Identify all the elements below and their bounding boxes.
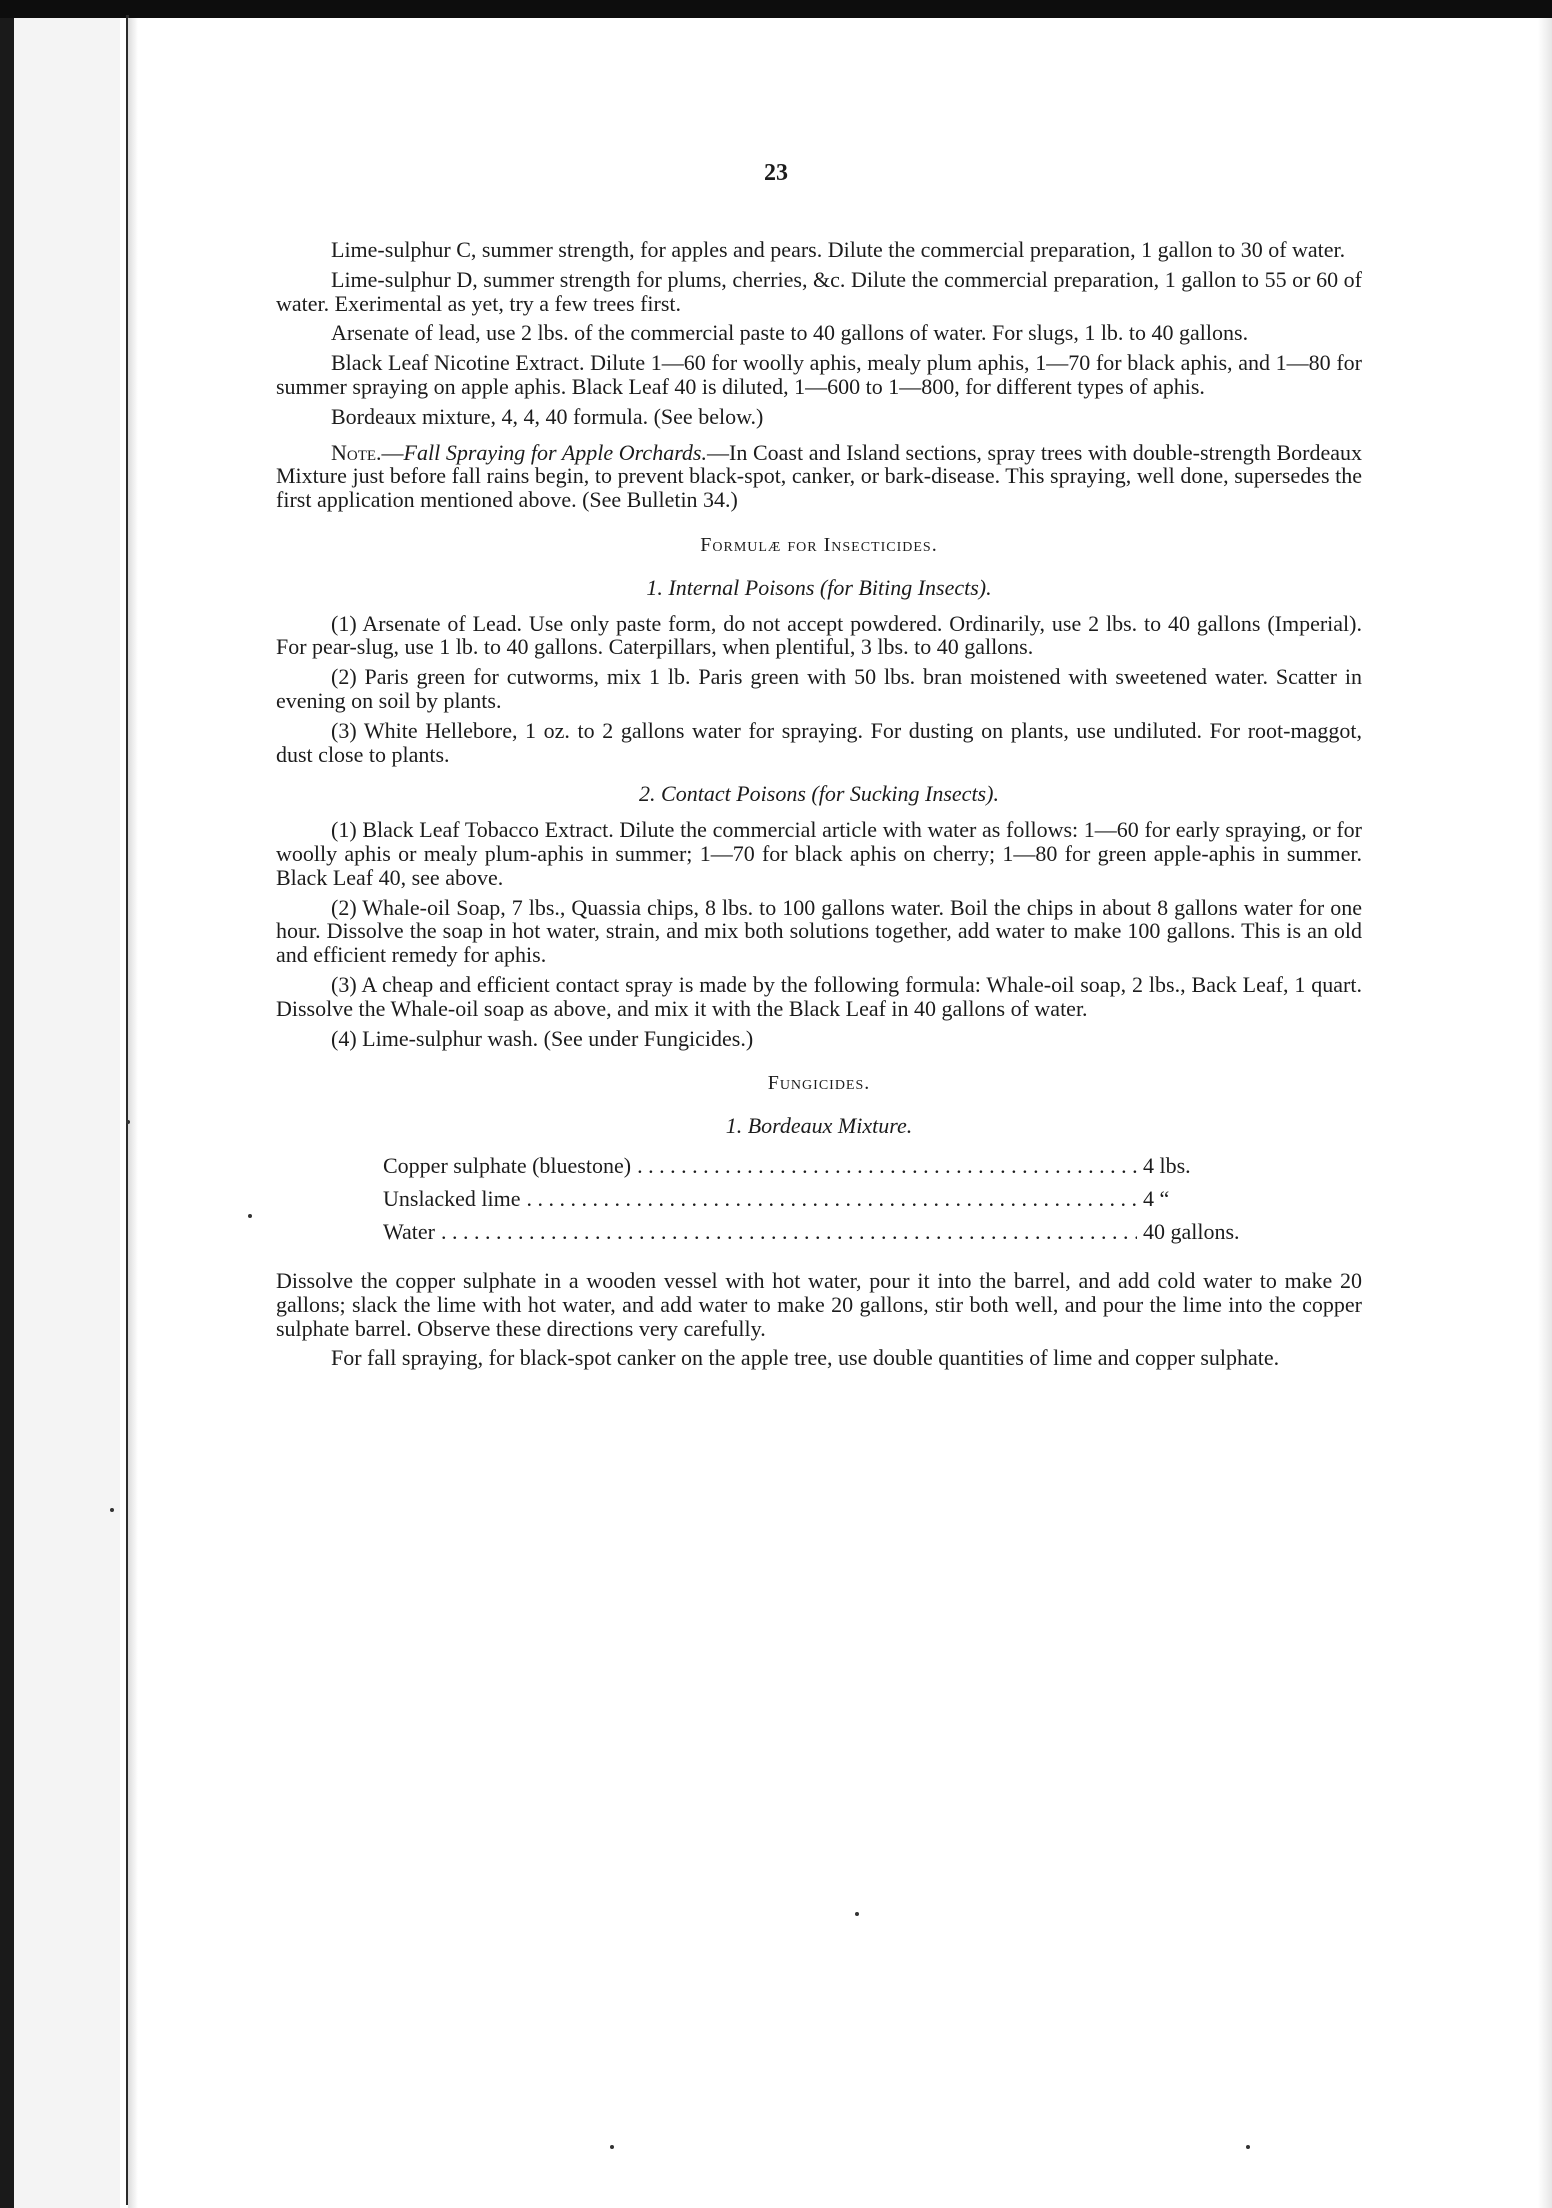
- paragraph-lime-sulphur-c: Lime-sulphur C, summer strength, for apples and pears. Dilute the commercial preparation, 1 gallon to 30 of water.: [331, 237, 1346, 262]
- scan-speck: [110, 1508, 114, 1512]
- page-number: 23: [764, 160, 788, 186]
- scan-speck: [126, 1120, 130, 1124]
- paragraph-internal-3: (3) White Hellebore, 1 oz. to 2 gallons water for spraying. For dusting on plants, use undiluted. For root-maggot, dust close to plants.: [276, 717, 1362, 767]
- paragraph-bordeaux-directions: Dissolve the copper sulphate in a wooden vessel with hot water, pour it into the barrel, and add cold water to make 20 gallons; slack the lime with hot water, and add water to make 20 gallons, stir both well, and pour the lime into the copper sulphate barrel. Observe these directions very carefully.: [276, 1267, 1362, 1341]
- leader-dots: [526, 1187, 1137, 1211]
- leader-dots: [441, 1220, 1137, 1244]
- scan-left-margin: [0, 0, 120, 2208]
- formula-item: Copper sulphate (bluestone): [383, 1152, 632, 1178]
- scan-top-edge: [0, 0, 1552, 18]
- formula-item: Unslacked lime: [383, 1185, 521, 1211]
- paragraph-bordeaux: Bordeaux mixture, 4, 4, 40 formula. (See below.): [331, 403, 764, 429]
- note-title: Fall Spraying for Apple Orchards.: [403, 439, 707, 465]
- paragraph-internal-1: (1) Arsenate of Lead. Use only paste form, do not accept powdered. Ordinarily, use 2 lbs. to 40 gallons (Imperial). For pear-slug, use 1 lb. to 40 gallons. Caterpillars, when plentiful, 3 lbs. to 40 gallons.: [276, 610, 1362, 660]
- fungicides-heading: Fungicides.: [767, 1072, 871, 1095]
- page-content: [276, 238, 1362, 1376]
- scan-left-edge: [0, 0, 14, 2208]
- internal-poisons-heading: 1. Internal Poisons (for Biting Insects).: [646, 574, 992, 600]
- insecticides-heading: Formulæ for Insecticides.: [700, 533, 938, 556]
- scan-speck: [248, 1214, 252, 1218]
- paragraph-internal-2: (2) Paris green for cutworms, mix 1 lb. Paris green with 50 lbs. bran moistened with sweetened water. Scatter in evening on soil by plants.: [276, 664, 1362, 713]
- bordeaux-formula-table: [383, 1154, 1283, 1253]
- formula-qty: 4 lbs.: [1143, 1152, 1191, 1178]
- formula-item: Water: [383, 1218, 435, 1244]
- page-shadow: [128, 18, 138, 2208]
- paragraph-lime-sulphur-d: Lime-sulphur D, summer strength for plums, cherries, &c. Dilute the commercial preparation, 1 gallon to 55 or 60 of water. Exerimental as yet, try a few trees first.: [276, 266, 1362, 316]
- paragraph-fall-spraying: For fall spraying, for black-spot canker on the apple tree, use double quantities of lime and copper sulphate.: [331, 1345, 1280, 1371]
- formula-row: [383, 1220, 1283, 1253]
- leader-dots: [637, 1154, 1137, 1178]
- paragraph-contact-1: (1) Black Leaf Tobacco Extract. Dilute the commercial article with water as follows: 1—60 for early spraying, or for woolly aphis or mealy plum-aphis in summer; 1—70 for black aphis on cherry; 1—80 for green apple-aphis in summer. Black Leaf 40, see above.: [276, 817, 1362, 890]
- paragraph-arsenate-lead: Arsenate of lead, use 2 lbs. of the commercial paste to 40 gallons of water. For slugs, 1 lb. to 40 gallons.: [331, 320, 1249, 346]
- scan-speck: [855, 1912, 859, 1916]
- bordeaux-heading: 1. Bordeaux Mixture.: [725, 1113, 913, 1139]
- scan-speck: [610, 2145, 614, 2149]
- note-text: In Coast and Island sections, spray trees with double-strength Bordeaux Mixture just before fall rains begin, to prevent black-spot, canker, or bark-disease. This spraying, well done, supersedes the first application mentioned above. (See Bulletin 34.): [276, 439, 1362, 513]
- formula-qty: 40 gallons.: [1143, 1218, 1240, 1244]
- scan-speck: [1246, 2145, 1250, 2149]
- paragraph-black-leaf: Black Leaf Nicotine Extract. Dilute 1—60 for woolly aphis, mealy plum aphis, 1—70 for black aphis, and 1—80 for summer spraying on apple aphis. Black Leaf 40 is diluted, 1—600 to 1—800, for different types of aphis.: [276, 350, 1362, 399]
- paragraph-contact-4: (4) Lime-sulphur wash. (See under Fungicides.): [331, 1025, 754, 1051]
- formula-row: [383, 1187, 1283, 1220]
- paragraph-contact-3: (3) A cheap and efficient contact spray is made by the following formula: Whale-oil soap, 2 lbs., Back Leaf, 1 quart. Dissolve the Whale-oil soap as above, and mix it with the Black Leaf in 40 gallons of water.: [276, 971, 1362, 1021]
- contact-poisons-heading: 2. Contact Poisons (for Sucking Insects).: [639, 781, 999, 807]
- paragraph-contact-2: (2) Whale-oil Soap, 7 lbs., Quassia chips, 8 lbs. to 100 gallons water. Boil the chips in about 8 gallons water for one hour. Dissolve the soap in hot water, strain, and mix both solutions together, add water to make 100 gallons. This is an old and efficient remedy for aphis.: [276, 894, 1362, 968]
- formula-qty: 4 “: [1143, 1185, 1170, 1211]
- formula-row: [383, 1154, 1283, 1187]
- note-label: Note.: [331, 439, 382, 465]
- note-paragraph: Note.—Fall Spraying for Apple Orchards.—In Coast and Island sections, spray trees with double-strength Bordeaux Mixture just before fall rains begin, to prevent black-spot, canker, or bark-disease. This spraying, well done, supersedes the first application mentioned above. (See Bulletin 34.): [276, 439, 1362, 513]
- scan-right-edge: [1538, 18, 1552, 2208]
